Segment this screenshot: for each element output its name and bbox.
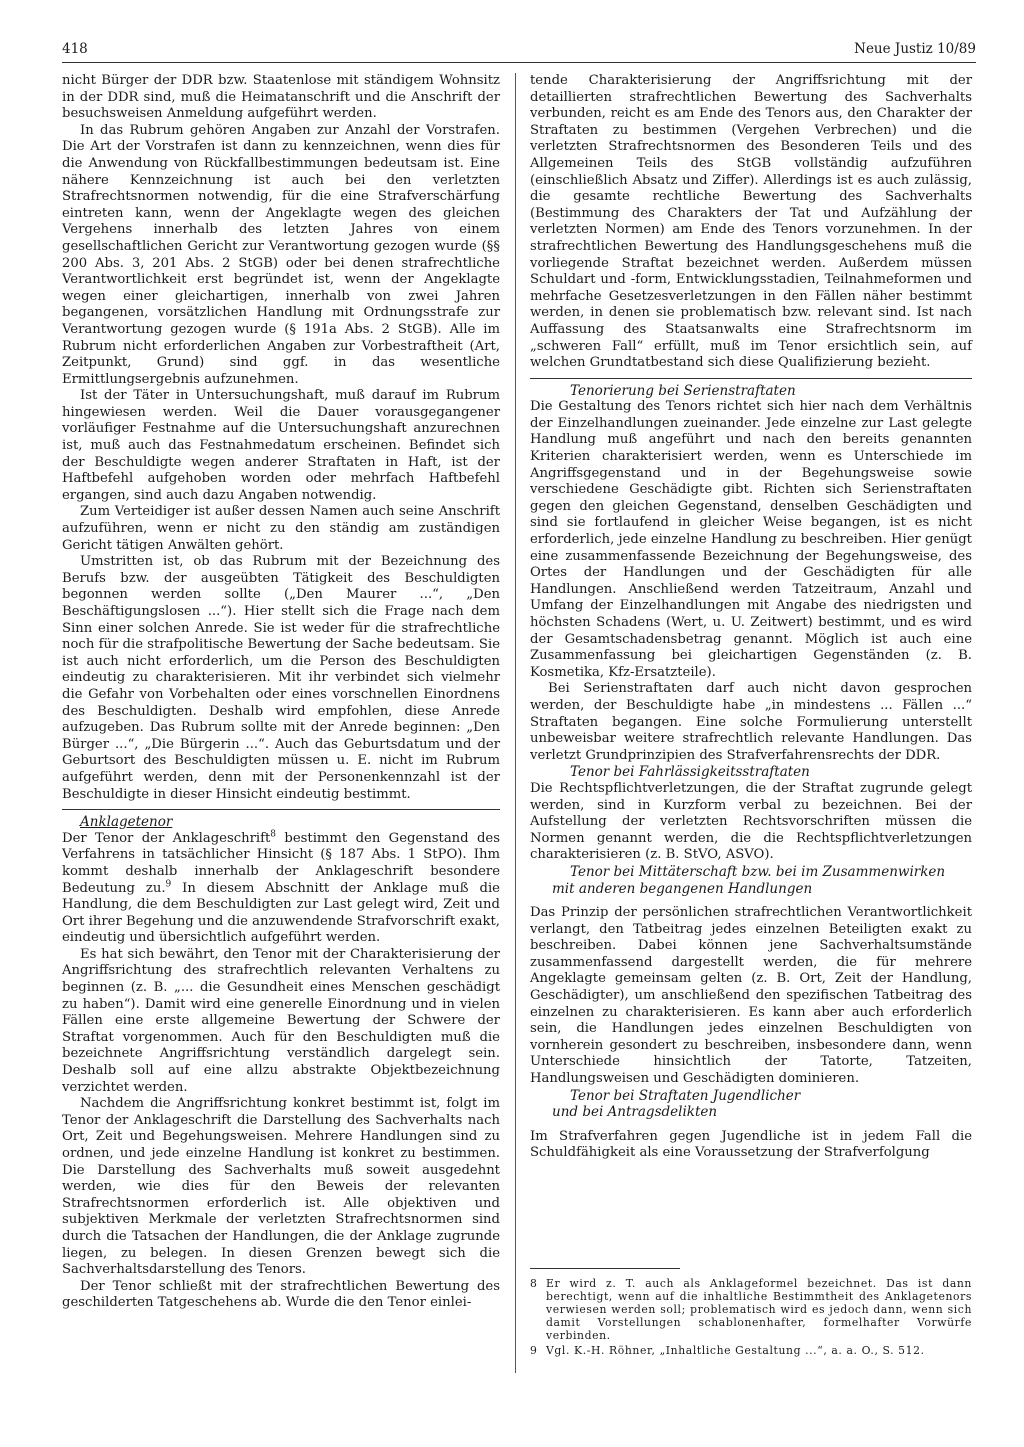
footnote-rule xyxy=(530,1268,680,1269)
heading-line: mit anderen begangenen Handlungen xyxy=(552,880,813,897)
footnote-number: 9 xyxy=(530,1344,537,1357)
text-span: Der Tenor der Anklageschrift xyxy=(62,830,271,846)
paragraph: Ist der Täter in Untersuchungshaft, muß darauf im Rubrum hingewiesen werden. Weil die Dauer vorausgegangener vorläufiger Festnahme auf die Untersuchungshaft anzurechnen ist, muß auch das Festnahmedatum erscheinen. Befindet sich der Beschuldigte wegen anderer Straftaten in Haft, ist der Haftbefehl aufgehoben worden oder mehrfach Haftbefehl ergangen, sind auch dazu Angaben notwendig. xyxy=(62,388,500,503)
left-column xyxy=(62,73,500,1312)
footnote xyxy=(530,1344,972,1357)
section-heading: Anklagetenor xyxy=(80,814,173,831)
text-span: In diesem Abschnitt der Anklage muß die Handlung, die dem Beschuldigten zur Last gelegt wird, Zeit und Ort ihrer Begehung und die anzuwendende Strafvorschrift exakt, eindeutig und übersichtlich aufgeführt werden. xyxy=(62,880,500,946)
footnote-ref: 8 xyxy=(270,829,277,840)
footnote-ref: 9 xyxy=(165,879,172,890)
paragraph: Es hat sich bewährt, den Tenor mit der Charakterisierung der Angriffsrichtung des strafrechtlich relevanten Verhaltens zu beginnen (z. B. „... die Gesundheit eines Menschen geschädigt zu haben“). Damit wird eine generelle Einordnung und in vielen Fällen eine erste allgemeine Bewertung der Schwere der Straftat vorgenommen. Auch für den Beschuldigten muß die bezeichnete Angriffsrichtung verständlich dargelegt sein. Deshalb soll auf eine allzu abstrakte Objektbezeichnung verzichtet werden. xyxy=(62,946,500,1095)
footnote-text: Vgl. K.-H. Röhner, „Inhaltliche Gestaltung ...“, a. a. O., S. 512. xyxy=(546,1344,925,1357)
paragraph: In das Rubrum gehören Angaben zur Anzahl der Vorstrafen. Die Art der Vorstrafen ist dann zu kennzeichnen, wenn dies für die Anwendung von Rückfallbestimmungen bedeutsam ist. Eine nähere Kennzeichnung ist auch bei den verletzten Strafrechtsnormen notwendig, für die eine Strafverschärfung eintreten kann, wenn der Angeklagte wegen des gleichen Vergehens innerhalb des letzten Jahres von einem gesellschaftlichen Gericht zur Verantwortung gezogen wurde (§§ 200 Abs. 3, 201 Abs. 2 StGB) oder bei denen strafrechtliche Verantwortlichkeit erst begründet ist, wenn der Angeklagte wegen einer gleichartigen, innerhalb von zwei Jahren begangenen, vorsätzlichen Handlung mit Ordnungsstrafe zur Verantwortung gezogen wurde (§ 191a Abs. 2 StGB). Alle im Rubrum nicht erforderlichen Angaben zur Vorbestraftheit (Art, Zeitpunkt, Grund) sind ggf. in das wesentliche Ermittlungsergebnis aufzunehmen. xyxy=(62,122,500,387)
footnotes xyxy=(530,1268,972,1359)
footnote-number: 8 xyxy=(530,1277,537,1290)
footnote-text: Er wird z. T. auch als Anklageformel bezeichnet. Das ist dann berechtigt, wenn auf die inhaltliche Bestimmtheit des Anklagetenors verwiesen werden soll; problematisch wird es jedoch dann, wenn sich damit Vorstellungen schablonenhafter, formelhafter Vorwürfe verbinden. xyxy=(546,1277,972,1342)
section-heading xyxy=(530,864,972,897)
paragraph xyxy=(62,831,500,947)
paragraph: Zum Verteidiger ist außer dessen Namen auch seine Anschrift aufzuführen, wenn er nicht zu den ständig am zuständigen Gericht tätigen Anwälten gehört. xyxy=(62,504,500,553)
paragraph: Der Tenor schließt mit der strafrechtlichen Bewertung des geschilderten Tatgeschehens ab. Wurde die den Tenor einlei- xyxy=(62,1278,500,1311)
paragraph: Nachdem die Angriffsrichtung konkret bestimmt ist, folgt im Tenor der Anklageschrift die Darstellung des Sachverhalts nach Ort, Zeit und Begehungsweisen. Mehrere Handlungen sind zu ordnen, und jede einzelne Handlung ist konkret zu bestimmen. Die Darstellung des Sachverhalts muß soweit ausgedehnt werden, wie dies für den Beweis der relevanten Strafrechtsnormen erforderlich ist. Alle objektiven und subjektiven Merkmale der verletzten Strafrechtsnormen sind durch die Tatsachen der Handlungen, die der Anklage zugrunde liegen, zu belegen. In diesen Grenzen bewegt sich die Sachverhaltsdarstellung des Tenors. xyxy=(62,1096,500,1278)
paragraph: Das Prinzip der persönlichen strafrechtlichen Verantwortlichkeit verlangt, den Tatbeitrag jedes einzelnen Beteiligten exakt zu beschreiben. Dabei können jene Sachverhaltsumstände zusammenfassend dargestellt werden, die für mehrere Angeklagte gemeinsam gelten (z. B. Ort, Zeit der Handlung, Geschädigter), um anschließend den spezifischen Tatbeitrag des einzelnen zu charakterisieren. Es kann aber auch erforderlich sein, die Handlungen jedes einzelnen Beschuldigten von vornherein gesondert zu beschreiben, insbesondere dann, wenn Unterschiede hinsichtlich der Tatorte, Tatzeiten, Handlungsweisen und Geschädigten dominieren. xyxy=(530,905,972,1087)
heading-line: Tenor bei Straftaten Jugendlicher xyxy=(570,1087,801,1104)
paragraph: nicht Bürger der DDR bzw. Staatenlose mit ständigem Wohnsitz in der DDR sind, muß die Heimatanschrift und die Anschrift der besuchsweisen Anmeldung aufgeführt werden. xyxy=(62,73,500,122)
paragraph: Im Strafverfahren gegen Jugendliche ist in jedem Fall die Schuldfähigkeit als eine Voraussetzung der Strafverfolgung xyxy=(530,1128,972,1161)
section-rule xyxy=(62,809,500,810)
header-rule xyxy=(62,62,976,63)
paragraph: tende Charakterisierung der Angriffsrichtung mit der detaillierten strafrechtlichen Bewertung des Sachverhalts verbunden, reicht es am Ende des Tenors aus, den Charakter der Straftaten zu bestimmen (Vergehen Verbrechen) und die verletzten Strafrechtsnormen des Besonderen Teils und des Allgemeinen Teils des StGB vollständig aufzuführen (einschließlich Absatz und Ziffer). Allerdings ist es auch zulässig, die gesamte rechtliche Bewertung des Sachverhalts (Bestimmung des Charakters der Tat und Aufzählung der verletzten Normen) am Ende des Tenors vorzunehmen. In der strafrechtlichen Bewertung des Handlungsgeschehens muß die vorliegende Straftat bezeichnet werden. Außerdem müssen Schuldart und -form, Entwicklungsstadien, Teilnahmeformen und mehrfache Gesetzesverletzungen in den Fällen näher bestimmt werden, in denen sie problematisch bzw. relevant sind. Ist nach Auffassung des Staatsanwalts eine Strafrechtsnorm im „schweren Fall“ erfüllt, muß im Tenor ersichtlich sein, auf welchen Grundtatbestand sich diese Qualifizierung bezieht. xyxy=(530,73,972,371)
journal-title: Neue Justiz 10/89 xyxy=(854,41,976,57)
section-heading xyxy=(530,1088,972,1121)
section-heading: Tenorierung bei Serienstraftaten xyxy=(570,382,796,399)
paragraph: Umstritten ist, ob das Rubrum mit der Bezeichnung des Berufs bzw. der ausgeübten Tätigkeit des Beschuldigten begonnen werden sollte („Den Maurer ...“, „Den Beschäftigungslosen ...“). Hier stellt sich die Frage nach dem Sinn einer solchen Anrede. Sie ist weder für die strafrechtliche noch für die strafpolitische Bewertung der Sache bedeutsam. Sie ist auch nicht erforderlich, um die Person des Beschuldigten eindeutig zu charakterisieren. Mit ihr verbindet sich vielmehr die Gefahr von Vorbehalten oder eines vorschnellen Einordnens des Beschuldigten. Deshalb wird empfohlen, diese Anrede aufzugeben. Das Rubrum sollte mit der Anrede beginnen: „Den Bürger ...“, „Die Bürgerin ...“. Auch das Geburtsdatum und der Geburtsort des Beschuldigten müssen u. E. nicht im Rubrum aufgeführt werden, denn mit der Personenkennzahl ist der Beschuldigte in dieser Hinsicht eindeutig bestimmt. xyxy=(62,554,500,802)
section-heading: Tenor bei Fahrlässigkeitsstraftaten xyxy=(570,764,810,781)
spacer xyxy=(530,1121,972,1129)
heading-line: und bei Antragsdelikten xyxy=(552,1104,718,1121)
column-divider xyxy=(515,73,516,1373)
spacer xyxy=(530,897,972,905)
heading-line: Tenor bei Mittäterschaft bzw. bei im Zusammenwirken xyxy=(570,863,946,880)
paragraph: Die Rechtspflichtverletzungen, die der Straftat zugrunde gelegt werden, sind in Kurzform verbal zu bezeichnen. Bei der Aufstellung der verletzten Rechtsvorschriften müssen die Normen genannt werden, die die Rechtspflichtverletzungen charakterisieren (z. B. StVO, ASVO). xyxy=(530,780,972,863)
right-column xyxy=(530,73,972,1162)
text-span: bestimmt den Gegenstand des Verfahrens in tatsächlicher Hinsicht (§ 187 Abs. 1 StPO). Ihm kommt deshalb innerhalb der Anklageschrift besondere Bedeutung zu. xyxy=(62,830,500,896)
page-header xyxy=(62,41,976,63)
paragraph: Bei Serienstraftaten darf auch nicht davon gesprochen werden, der Beschuldigte habe „in mindestens ... Fällen ...“ Straftaten begangen. Eine solche Formulierung unterstellt unbeweisbar weitere strafrechtlich relevante Handlungen. Das verletzt Grundprinzipien des Strafverfahrensrechts der DDR. xyxy=(530,681,972,763)
paragraph: Die Gestaltung des Tenors richtet sich hier nach dem Verhältnis der Einzelhandlungen zueinander. Jede einzelne zur Last gelegte Handlung muß angeführt und nach den bereits genannten Kriterien charakterisiert werden, wenn es Unterschiede im Angriffsgegenstand und in der Begehungsweise sowie verschiedene Geschädigte gibt. Richten sich Serienstraftaten gegen den gleichen Gegenstand, denselben Geschädigten und sind sie fortlaufend in gleicher Weise begangen, ist es nicht erforderlich, jede einzelne Handlung zu beschreiben. Hier genügt eine zusammenfassende Bezeichnung der Begehungsweise, des Ortes der Handlungen und der Geschädigten für alle Handlungen. Anschließend werden Tatzeitraum, Anzahl und Umfang der Einzelhandlungen mit Angabe des niedrigsten und höchsten Schadens (Wert, u. U. Zeitwert) bestimmt, und es wird der Gesamtschadensbetrag genannt. Möglich ist auch eine Zusammenfassung bei gleichartigen Gegenständen (z. B. Kosmetika, Kfz-Ersatzteile). xyxy=(530,399,972,680)
footnote xyxy=(530,1277,972,1342)
page-number: 418 xyxy=(62,41,88,57)
section-rule xyxy=(530,378,972,379)
